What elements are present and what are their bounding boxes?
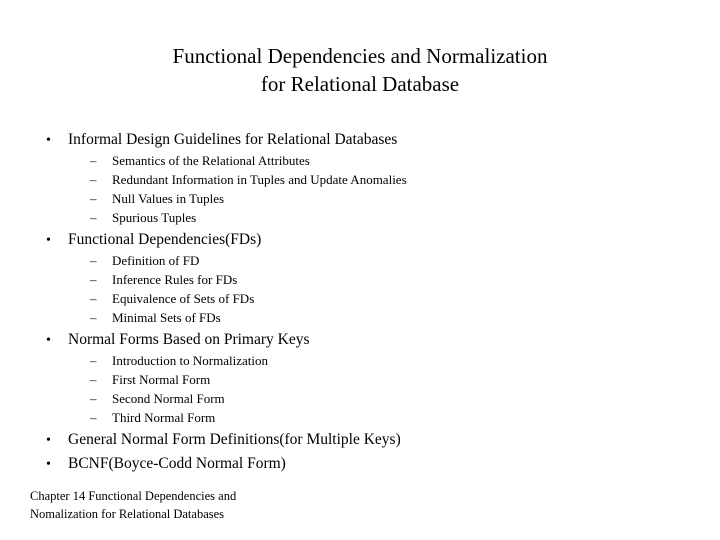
bullet-icon: •: [46, 133, 51, 148]
outline-subitem: [90, 170, 706, 189]
outline-item: [46, 429, 706, 451]
footer-line1: Chapter 14 Functional Dependencies and: [30, 489, 237, 503]
dash-icon: –: [90, 291, 97, 306]
outline-sublist: [46, 351, 706, 427]
outline-item-label: Informal Design Guidelines for Relational Databases: [68, 131, 398, 148]
outline-subitem: [90, 370, 706, 389]
dash-icon: –: [90, 272, 97, 287]
outline-sublist: [46, 251, 706, 327]
outline-subitem: [90, 270, 706, 289]
outline-item-label: BCNF(Boyce-Codd Normal Form): [68, 455, 286, 472]
bullet-icon: •: [46, 433, 51, 448]
outline-subitem-label: Minimal Sets of FDs: [112, 310, 221, 325]
dash-icon: –: [90, 191, 97, 206]
outline-subitem-label: Semantics of the Relational Attributes: [112, 153, 310, 168]
dash-icon: –: [90, 310, 97, 325]
bullet-icon: •: [46, 457, 51, 472]
footer-line2: Nomalization for Relational Databases: [30, 507, 225, 521]
outline-subitem-label: Equivalence of Sets of FDs: [112, 291, 255, 306]
outline-subitem: [90, 189, 706, 208]
outline-item-label: General Normal Form Definitions(for Multiple Keys): [68, 431, 401, 448]
outline-subitem: [90, 251, 706, 270]
outline-list: [46, 127, 706, 475]
outline-sublist: [46, 151, 706, 227]
outline-item: [46, 453, 706, 475]
outline-item-label: Normal Forms Based on Primary Keys: [68, 331, 310, 348]
slide-title-line2: for Relational Database: [260, 72, 460, 96]
outline-subitem-label: Inference Rules for FDs: [112, 272, 238, 287]
outline-item-label: Functional Dependencies(FDs): [68, 231, 262, 248]
outline-subitem: [90, 208, 706, 227]
outline-item: [46, 229, 706, 251]
outline-subitem: [90, 308, 706, 327]
outline-subitem: [90, 408, 706, 427]
dash-icon: –: [90, 372, 97, 387]
outline-subitem-label: Redundant Information in Tuples and Update Anomalies: [112, 172, 407, 187]
dash-icon: –: [90, 391, 97, 406]
dash-icon: –: [90, 353, 97, 368]
slide-footer: [30, 487, 236, 523]
dash-icon: –: [90, 253, 97, 268]
dash-icon: –: [90, 153, 97, 168]
dash-icon: –: [90, 210, 97, 225]
outline-subitem-label: Introduction to Normalization: [112, 353, 268, 368]
outline-subitem-label: Definition of FD: [112, 253, 200, 268]
outline-item: [46, 329, 706, 351]
outline-subitem-label: Null Values in Tuples: [112, 191, 225, 206]
slide-title-line1: Functional Dependencies and Normalization: [172, 44, 548, 68]
outline-subitem: [90, 389, 706, 408]
outline-subitem: [90, 289, 706, 308]
outline-subitem-label: Second Normal Form: [112, 391, 225, 406]
bullet-icon: •: [46, 333, 51, 348]
outline-subitem: [90, 351, 706, 370]
outline-subitem: [90, 151, 706, 170]
dash-icon: –: [90, 410, 97, 425]
outline-item: [46, 129, 706, 151]
bullet-icon: •: [46, 233, 51, 248]
outline-subitem-label: Spurious Tuples: [112, 210, 197, 225]
dash-icon: –: [90, 172, 97, 187]
outline-subitem-label: First Normal Form: [112, 372, 211, 387]
outline-subitem-label: Third Normal Form: [112, 410, 216, 425]
slide-title: [0, 42, 720, 98]
